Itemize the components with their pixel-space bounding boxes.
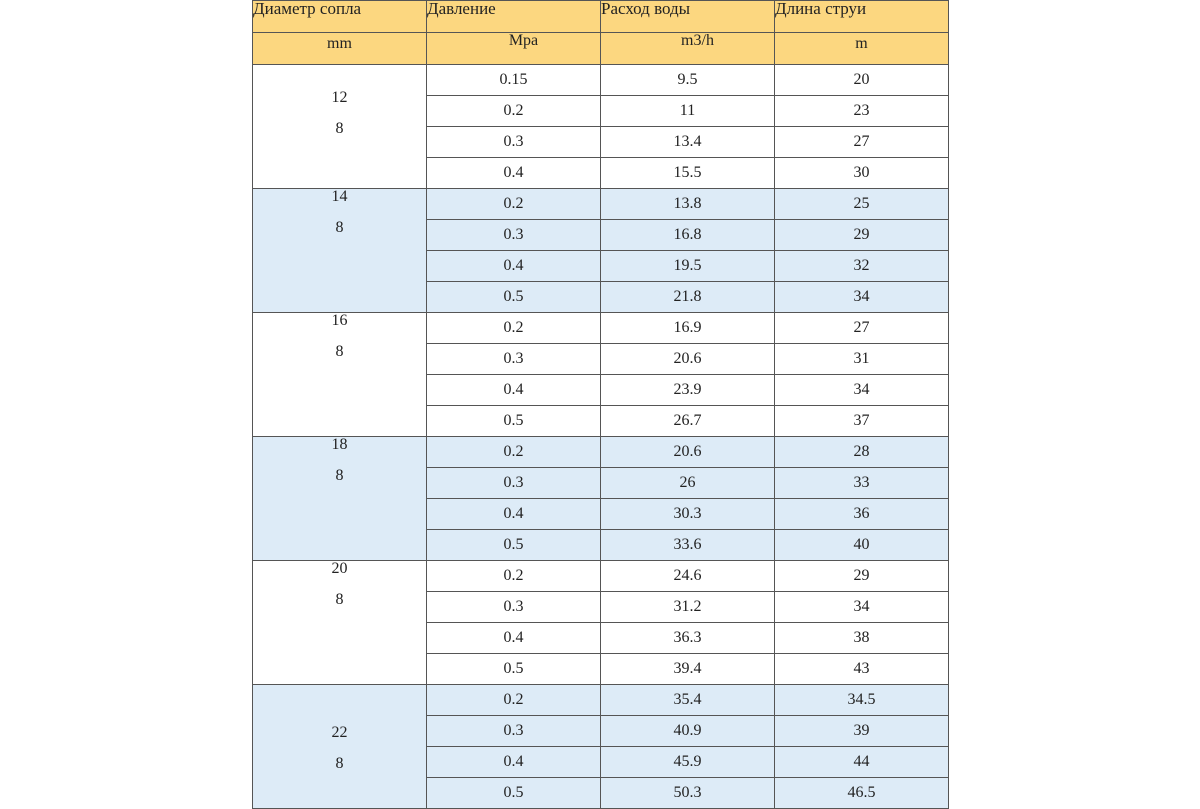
pressure-cell: 0.3	[427, 127, 601, 158]
table-row	[253, 313, 949, 344]
flow-cell: 23.9	[601, 375, 775, 406]
table-row	[253, 189, 949, 220]
flow-cell: 19.5	[601, 251, 775, 282]
pressure-cell: 0.15	[427, 65, 601, 96]
diameter-cell	[253, 437, 427, 561]
pressure-cell: 0.4	[427, 499, 601, 530]
pressure-cell: 0.3	[427, 220, 601, 251]
flow-cell: 20.6	[601, 437, 775, 468]
spec-table	[252, 0, 949, 809]
length-cell: 27	[775, 313, 949, 344]
flow-cell: 39.4	[601, 654, 775, 685]
length-cell: 38	[775, 623, 949, 654]
pressure-cell: 0.4	[427, 747, 601, 778]
pressure-cell: 0.3	[427, 716, 601, 747]
pressure-cell: 0.2	[427, 189, 601, 220]
diameter-count: 8	[335, 467, 344, 484]
table-row	[253, 685, 949, 716]
diameter-cell	[253, 313, 427, 437]
length-cell: 39	[775, 716, 949, 747]
pressure-cell: 0.3	[427, 344, 601, 375]
length-cell: 44	[775, 747, 949, 778]
diameter-value: 22	[331, 724, 348, 741]
header-row-titles	[253, 1, 949, 33]
diameter-count: 8	[335, 219, 344, 236]
length-cell: 25	[775, 189, 949, 220]
length-cell: 32	[775, 251, 949, 282]
diameter-value: 18	[331, 436, 348, 453]
header-pressure: Давление	[427, 1, 601, 33]
flow-cell: 20.6	[601, 344, 775, 375]
pressure-cell: 0.4	[427, 158, 601, 189]
flow-cell: 21.8	[601, 282, 775, 313]
pressure-cell: 0.5	[427, 778, 601, 809]
length-cell: 43	[775, 654, 949, 685]
table-row	[253, 561, 949, 592]
length-cell: 40	[775, 530, 949, 561]
flow-cell: 45.9	[601, 747, 775, 778]
diameter-value: 12	[331, 89, 348, 106]
pressure-cell: 0.4	[427, 375, 601, 406]
pressure-cell: 0.5	[427, 282, 601, 313]
diameter-value: 14	[331, 188, 348, 205]
length-cell: 20	[775, 65, 949, 96]
pressure-cell: 0.5	[427, 406, 601, 437]
pressure-cell: 0.2	[427, 96, 601, 127]
flow-cell: 26	[601, 468, 775, 499]
table-row	[253, 65, 949, 96]
pressure-cell: 0.3	[427, 592, 601, 623]
flow-cell: 11	[601, 96, 775, 127]
diameter-count: 8	[335, 120, 344, 137]
diameter-value: 20	[331, 560, 348, 577]
flow-cell: 26.7	[601, 406, 775, 437]
flow-cell: 40.9	[601, 716, 775, 747]
diameter-cell	[253, 685, 427, 809]
header-diameter: Диаметр сопла	[253, 1, 427, 33]
diameter-count: 8	[335, 591, 344, 608]
length-cell: 30	[775, 158, 949, 189]
diameter-cell	[253, 561, 427, 685]
unit-flow: m3/h	[601, 33, 775, 65]
length-cell: 29	[775, 220, 949, 251]
flow-cell: 36.3	[601, 623, 775, 654]
length-cell: 28	[775, 437, 949, 468]
length-cell: 36	[775, 499, 949, 530]
length-cell: 34	[775, 375, 949, 406]
pressure-cell: 0.5	[427, 530, 601, 561]
pressure-cell: 0.2	[427, 313, 601, 344]
flow-cell: 50.3	[601, 778, 775, 809]
diameter-count: 8	[335, 343, 344, 360]
table-row	[253, 437, 949, 468]
header-row-units	[253, 33, 949, 65]
diameter-value: 16	[331, 312, 348, 329]
flow-cell: 30.3	[601, 499, 775, 530]
unit-diameter: mm	[253, 33, 427, 65]
flow-cell: 35.4	[601, 685, 775, 716]
unit-length: m	[775, 33, 949, 65]
length-cell: 33	[775, 468, 949, 499]
pressure-cell: 0.2	[427, 437, 601, 468]
pressure-cell: 0.5	[427, 654, 601, 685]
flow-cell: 9.5	[601, 65, 775, 96]
length-cell: 34	[775, 282, 949, 313]
pressure-cell: 0.2	[427, 685, 601, 716]
flow-cell: 13.4	[601, 127, 775, 158]
diameter-cell	[253, 189, 427, 313]
flow-cell: 24.6	[601, 561, 775, 592]
length-cell: 29	[775, 561, 949, 592]
length-cell: 37	[775, 406, 949, 437]
flow-cell: 16.8	[601, 220, 775, 251]
pressure-cell: 0.2	[427, 561, 601, 592]
flow-cell: 15.5	[601, 158, 775, 189]
length-cell: 34	[775, 592, 949, 623]
flow-cell: 16.9	[601, 313, 775, 344]
pressure-cell: 0.4	[427, 251, 601, 282]
pressure-cell: 0.3	[427, 468, 601, 499]
flow-cell: 13.8	[601, 189, 775, 220]
header-length: Длина струи	[775, 1, 949, 33]
length-cell: 31	[775, 344, 949, 375]
flow-cell: 33.6	[601, 530, 775, 561]
length-cell: 34.5	[775, 685, 949, 716]
flow-cell: 31.2	[601, 592, 775, 623]
unit-pressure: Mpa	[427, 33, 601, 65]
length-cell: 46.5	[775, 778, 949, 809]
pressure-cell: 0.4	[427, 623, 601, 654]
length-cell: 27	[775, 127, 949, 158]
diameter-cell	[253, 65, 427, 189]
length-cell: 23	[775, 96, 949, 127]
header-flow: Расход воды	[601, 1, 775, 33]
diameter-count: 8	[335, 755, 344, 772]
